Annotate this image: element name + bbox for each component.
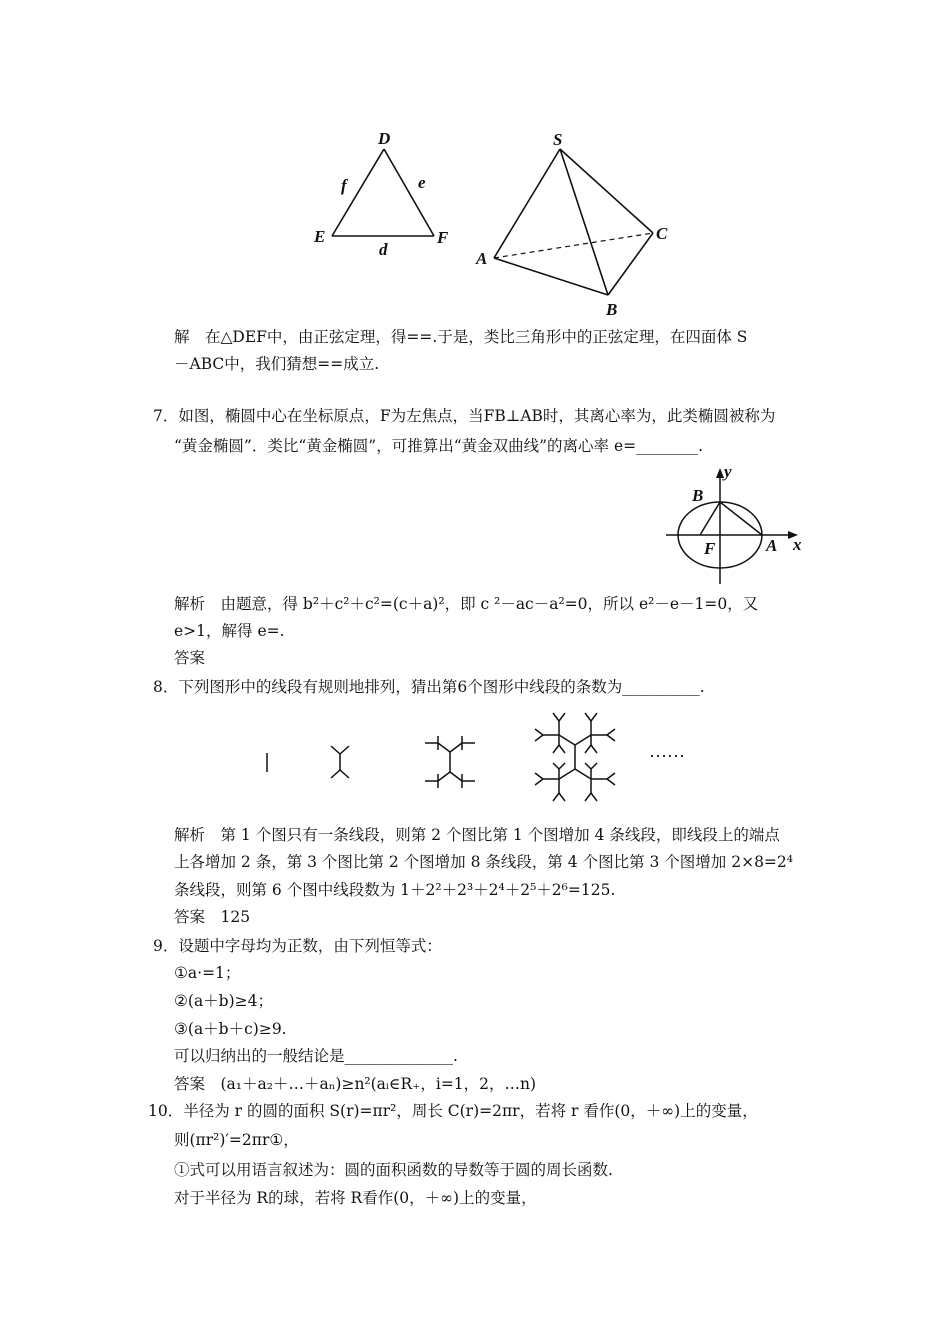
answer-7-line-1: 解析 由题意，得 b²＋c²＋c²=(c＋a)²，即 c ²－ac－a²=0，所以 e²－e－1=0，又 bbox=[174, 595, 759, 613]
triangle-tetrahedron-figure bbox=[300, 125, 680, 320]
label-A: A bbox=[766, 536, 778, 555]
question-10-line-4: 对于半径为 R的球，若将 R看作(0，＋∞)上的变量， bbox=[174, 1189, 537, 1207]
label-F: F bbox=[437, 228, 449, 247]
label-d: d bbox=[379, 240, 388, 259]
triangle-def bbox=[332, 149, 434, 236]
tree-figure-2 bbox=[331, 746, 349, 778]
label-S: S bbox=[553, 130, 563, 149]
ellipsis-dots: …… bbox=[649, 741, 685, 761]
question-10-line-2: 则(πr²)′=2πr①， bbox=[174, 1131, 299, 1149]
question-9-item-1: ①a·=1； bbox=[174, 964, 241, 982]
label-D: D bbox=[378, 129, 391, 148]
golden-ellipse-figure bbox=[660, 462, 810, 587]
label-x: x bbox=[793, 535, 802, 554]
answer-8-line-3: 条线段，则第 6 个图中线段数为 1＋2²＋2³＋2⁴＋2⁵＋2⁶=125. bbox=[174, 881, 616, 899]
answer-8-line-2: 上各增加 2 条，第 3 个图比第 2 个图增加 8 条线段，第 4 个图比第 3 个图增加 2×8=2⁴ bbox=[174, 853, 793, 871]
y-axis-arrow-icon bbox=[716, 468, 724, 478]
tree-figure-4 bbox=[535, 713, 615, 801]
label-B: B bbox=[692, 486, 704, 505]
label-y: y bbox=[724, 462, 732, 481]
label-A: A bbox=[476, 249, 488, 268]
question-10-line-1: 10．半径为 r 的圆的面积 S(r)=πr²，周长 C(r)=2πr，若将 r 看作(0，＋∞)上的变量， bbox=[148, 1102, 758, 1120]
label-B: B bbox=[606, 300, 618, 319]
label-e: e bbox=[418, 173, 426, 192]
answer-7-line-2: e>1，解得 e=. bbox=[174, 622, 285, 640]
solution-6-line-1: 解 在△DEF中，由正弦定理，得==.于是，类比三角形中的正弦定理，在四面体 S bbox=[174, 328, 748, 346]
question-7-line-1: 7．如图，椭圆中心在坐标原点，F为左焦点，当FB⊥AB时，其离心率为，此类椭圆被称为 bbox=[153, 407, 776, 425]
label-f: f bbox=[341, 176, 347, 195]
segment-FB bbox=[700, 502, 720, 535]
question-9-item-3: ③(a＋b＋c)≥9. bbox=[174, 1020, 287, 1038]
question-10-line-3: ①式可以用语言叙述为：圆的面积函数的导数等于圆的周长函数. bbox=[174, 1161, 613, 1179]
answer-8-line-1: 解析 第 1 个图只有一条线段，则第 2 个图比第 1 个图增加 4 条线段，即线段上的端点 bbox=[174, 826, 780, 844]
label-E: E bbox=[314, 227, 326, 246]
label-F: F bbox=[704, 539, 716, 558]
question-9-item-2: ②(a＋b)≥4； bbox=[174, 992, 274, 1010]
tetrahedron-sabc bbox=[494, 149, 653, 295]
answer-9: 答案 (a₁＋a₂＋…＋aₙ)≥n²(aᵢ∈R₊，i=1，2，…n) bbox=[174, 1075, 537, 1093]
label-C: C bbox=[656, 224, 668, 243]
question-8: 8．下列图形中的线段有规则地排列，猜出第6个图形中线段的条数为__________. bbox=[153, 678, 705, 696]
question-7-line-2: “黄金椭圆”．类比“黄金椭圆”，可推算出“黄金双曲线”的离心率 e=________. bbox=[174, 437, 704, 455]
answer-7-label: 答案 bbox=[174, 649, 206, 667]
answer-8-result: 答案 125 bbox=[174, 908, 251, 926]
question-9-conclusion: 可以归纳出的一般结论是______________. bbox=[174, 1047, 458, 1065]
segment-tree-figures bbox=[255, 705, 695, 805]
question-9: 9．设题中字母均为正数，由下列恒等式： bbox=[153, 937, 442, 955]
tree-figure-3 bbox=[425, 736, 475, 788]
solution-6-line-2: －ABC中，我们猜想==成立. bbox=[174, 355, 380, 373]
